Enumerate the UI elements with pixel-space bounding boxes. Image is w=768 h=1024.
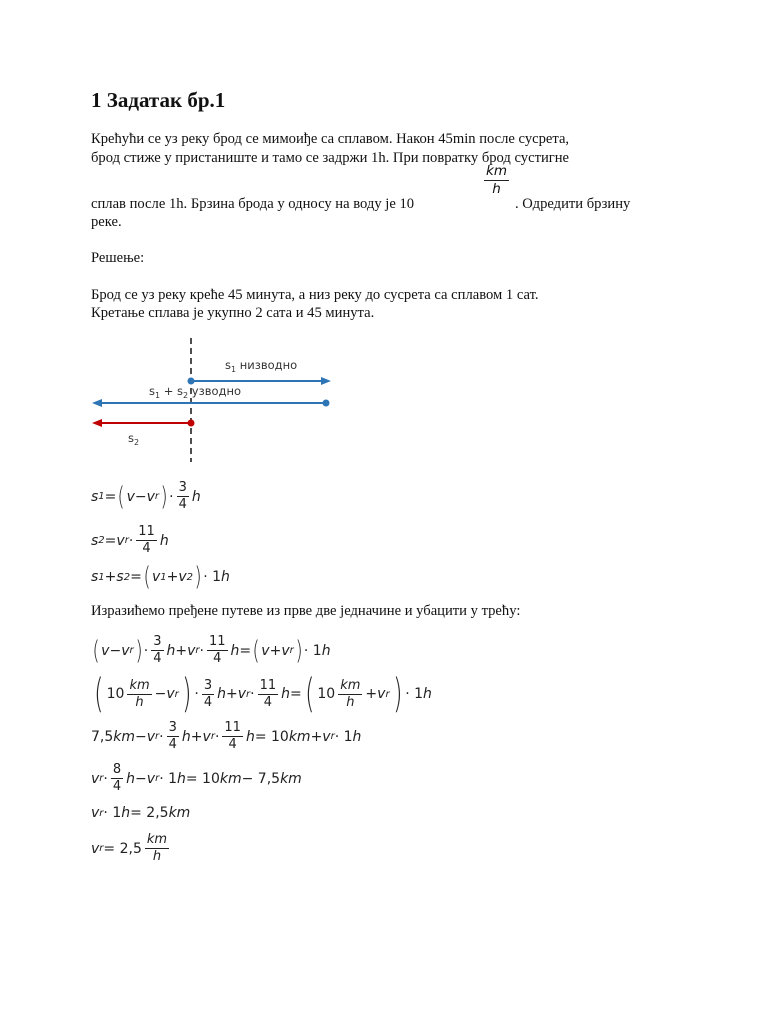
s2-start-dot [188,420,195,427]
equation-s1: s 1 = ( v − v r ) · $\frac{3}{4}$ h [91,480,201,512]
s1-label: $s_1$ низводно [225,358,298,374]
derivation-line-1: ( v − v r ) · $\frac{3}{4}$ h + v r · $\frac{11}{4}$ h = ( v + v r ) · 1 h [92,634,331,666]
s1-s2-end-dot [323,400,330,407]
problem-line-3b: . Одредити брзину [515,196,631,212]
speed-unit-fraction [484,163,509,197]
solution-label: Решење: [91,250,145,266]
derivation-line-5: v r · 1 h = 2,5 km [91,805,191,821]
equation-s2: s 2 = v r · $\frac{11}{4}$ h [91,524,169,556]
derivation-line-2: ( 10 $\frac{km}{h}$ − v r ) · $\frac{3}{4}$ h + v r · $\frac{11}{4}$ h = ( 10 $\frac{km}{h}$ + v r ) · 1 h [94,671,432,717]
unit-numerator: km [486,163,507,179]
motion-diagram [85,336,345,466]
s1-s2-arrowhead-icon [92,399,102,407]
s2-label: $s_2$ [128,431,140,447]
explanation-line-1: Брод се уз реку креће 45 минута, а низ реку до сусрета са сплавом 1 сат. [91,287,539,303]
explanation-line-2: Кретање сплава је укупно 2 сата и 45 минута. [91,305,375,321]
s1-s2-label: $s_1 + s_2$ узводно [149,384,242,400]
problem-line-3a: сплав после 1h. Брзина брода у односу на воду је 10 [91,196,415,212]
s1-arrowhead-icon [321,377,331,385]
problem-line-1: Крећући се уз реку брод се мимоиђе са сплавом. Након 45min после сусрета, [91,131,570,147]
equation-sum: s 1 + s 2 = ( v 1 + v 2 ) · 1 h [91,562,230,592]
substitution-text: Изразићемо пређене путеве из прве две једначине и убацити у трећу: [91,603,521,619]
derivation-line-4: v r · $\frac{8}{4}$ h − v r · 1 h = 10 km − 7,5 km [91,762,302,794]
problem-line-4: реке. [91,214,122,230]
problem-line-2: брод стиже у пристаниште и тамо се задржи 1h. При повратку брод сустигне [91,150,570,166]
result-equation: v r = 2,5 $\frac{km}{h}$ [91,832,168,864]
s2-arrowhead-icon [92,419,102,427]
unit-denominator: h [492,181,501,197]
derivation-line-3: 7,5 km − v r · $\frac{3}{4}$ h + v r · $\frac{11}{4}$ h = 10 km + v r · 1 h [91,720,362,752]
section-heading: 1 Задатак бр.1 [91,88,226,112]
